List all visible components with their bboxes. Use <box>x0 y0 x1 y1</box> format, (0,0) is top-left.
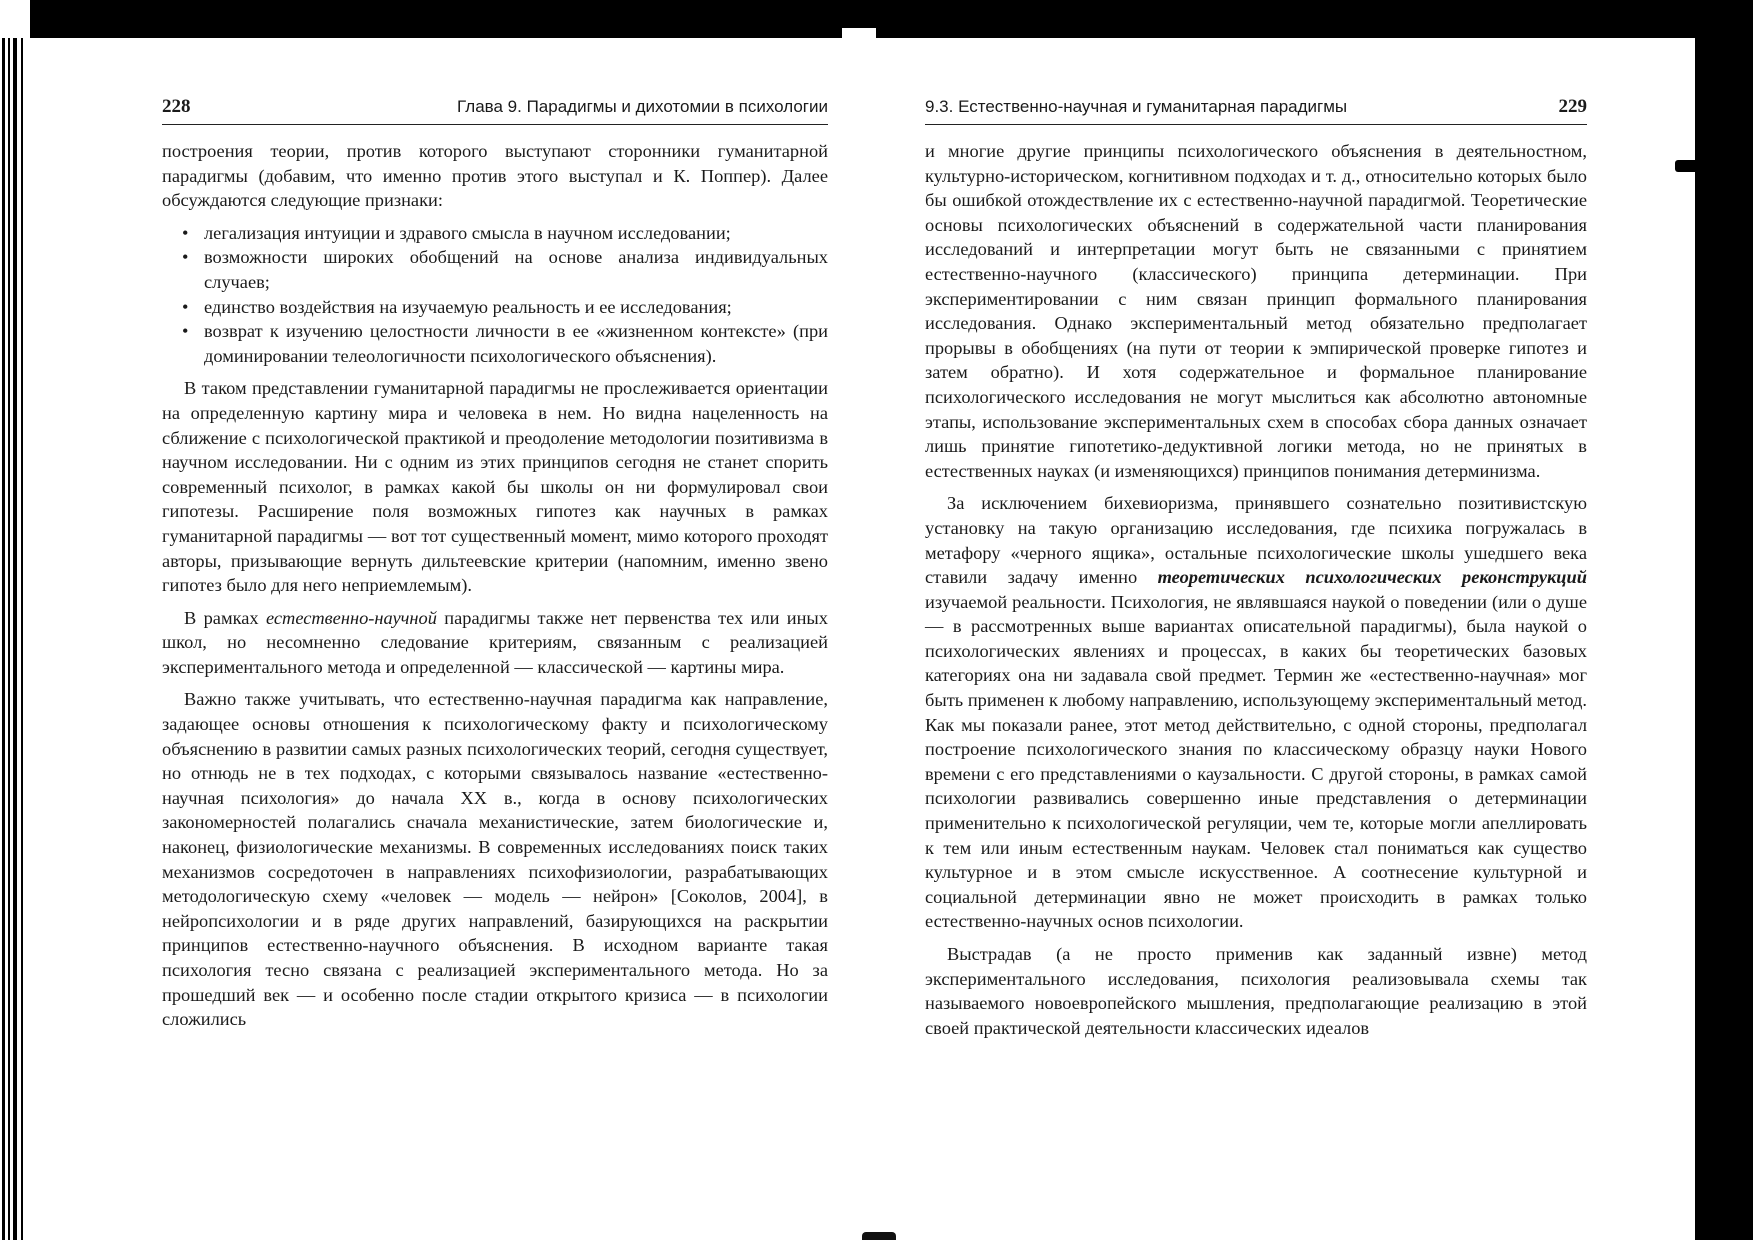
text-run: изучаемой реальности. Психология, не являвшаяся наукой о поведении (или о душе — в рассмотренных выше вариантах описательной парадигмы), была наукой о психологических явлениях и процессах, в каких бы теоретических базовых категориях она ни задавала свой предмет. Термин же «естественно-научная» мог быть применен к любому направлению, использующему экспериментальный метод. Как мы показали ранее, этот метод действительно, с одной стороны, предполагал построение психологического знания по классическому образцу науки Нового времени с его представлениями о каузальности. С другой стороны, в рамках самой психологии развивались совершенно иные представления о детерминации применительно к психологической регуляции, чем те, которые могли апеллировать к тем или иным естественным наукам. Человек стал пониматься как существо культурное и в этом смысле искусственное. А соотнесение культурной и социальной детерминации явно не может происходить в рамках только естественно-научных основ психологии. <box>925 591 1587 932</box>
paragraph <box>162 606 828 680</box>
list-item: • легализация интуиции и здравого смысла в научном исследовании; <box>204 221 828 246</box>
text-run: За исключением бихевиоризма, принявшего сознательно позитивистскую установку на такую организацию исследования, где психика погружалась в метафору «черного ящика», остальные психологические школы ушедшего века ставили задачу именно <box>925 493 1587 588</box>
feature-list <box>162 221 828 369</box>
text-run: В рамках <box>184 607 266 628</box>
page-body <box>925 139 1587 1040</box>
text-run: парадигмы также нет первенства тех или иных школ, но несомненно следование критериям, связанным с реализацией экспериментального метода и определенной — классической — картины мира. <box>162 607 828 677</box>
right-page <box>925 96 1587 1048</box>
page-number: 229 <box>1558 96 1587 117</box>
running-header <box>925 96 1587 125</box>
page-body <box>162 139 828 1032</box>
paragraph: Выстрадав (а не просто применив как заданный извне) метод экспериментального исследования, психология реализовывала схемы так называемого новоевропейского мышления, предполагающие реализацию в этой своей практической деятельности классических идеалов <box>925 944 1587 1038</box>
paragraph <box>925 491 1587 934</box>
list-item: • возможности широких обобщений на основе анализа индивидуальных случаев; <box>204 245 828 294</box>
intro-paragraph: построения теории, против которого выступают сторонники гуманитарной парадигмы (добавим, что именно против этого выступал и К. Поппер). Далее обсуждаются следующие признаки: <box>162 141 828 211</box>
scan-right-border <box>1695 0 1753 1240</box>
list-item: • возврат к изучению целостности личности в ее «жизненном контексте» (при доминировании телеологичности психологического объяснения). <box>204 319 828 368</box>
running-title: 9.3. Естественно-научная и гуманитарная парадигмы <box>925 97 1348 116</box>
list-item: • единство воздействия на изучаемую реальность и ее исследования; <box>204 295 828 320</box>
scan-top-border <box>0 0 1753 38</box>
binding-mark <box>862 1232 896 1240</box>
page-edge-tab <box>1675 160 1705 172</box>
running-title: Глава 9. Парадигмы и дихотомии в психологии <box>457 97 828 116</box>
running-header <box>162 96 828 125</box>
paragraph: В таком представлении гуманитарной парадигмы не прослеживается ориентации на определенную картину мира и человека в нем. Но видна нацеленность на сближение с психологической практикой и преодоление методологии позитивизма в научном исследовании. Ни с одним из этих принципов сегодня не станет спорить современный психолог, в рамках какой бы школы он ни формулировал свои гипотезы. Расширение поля возможных гипотез как научных в рамках гуманитарной парадигмы — вот тот существенный момент, мимо которого проходят авторы, призывающие вернуть дильтеевские критерии (напомним, именно звено гипотез было для него неприемлемым). <box>162 378 828 596</box>
paragraph: и многие другие принципы психологического объяснения в деятельностном, культурно-историческом, когнитивном подходах и т. д., относительно которых было бы ошибкой отождествление их с естественно-научной парадигмой. Теоретические основы психологических объяснений в содержательной части планирования исследований и интерпретации могут быть не связанными с принятием естественно-научного (классического) принципа детерминации. При экспериментировании с ним связан принцип формального планирования исследования. Однако экспериментальный метод обязательно предполагает прорывы в обобщениях (на пути от теории к эмпирической проверке гипотез и затем обратно). И хотя содержательное и формальное планирование психологического исследования не могут мыслиться как абсолютно автономные этапы, использование экспериментальных схем в способах сбора данных означает лишь принятие гипотетико-дедуктивной логики метода, но не принятых в естественных науках (и изменяющихся) принципов понимания детерминизма. <box>925 141 1587 481</box>
emphasis: теоретических психологических реконструкций <box>1157 567 1587 588</box>
emphasis: естественно-научной <box>265 607 437 628</box>
scan-left-border <box>0 0 30 1240</box>
binding-notch <box>842 28 876 38</box>
left-page <box>162 96 828 1040</box>
paragraph: Важно также учитывать, что естественно-научная парадигма как направление, задающее основы отношения к психологическому факту и психологическому объяснению в развитии самых разных психологических теорий, сегодня существует, но отнюдь не в тех подходах, с которыми связывалось название «естественно-научная психология» до начала XX в., когда в основу психологических закономерностей полагались сначала механистические, затем биологические и, наконец, физиологические механизмы. В современных исследованиях поиск таких механизмов сосредоточен в направлениях психофизиологии, разрабатывающих методологическую схему «человек — модель — нейрон» [Соколов, 2004], в нейропсихологии и в ряде других направлений, базирующихся на раскрытии принципов естественно-научного объяснения. В исходном варианте такая психология тесно связана с реализацией экспериментального метода. Но за прошедший век — и особенно после стадии открытого кризиса — в психологии сложились <box>162 689 828 1030</box>
page-number: 228 <box>162 96 191 117</box>
